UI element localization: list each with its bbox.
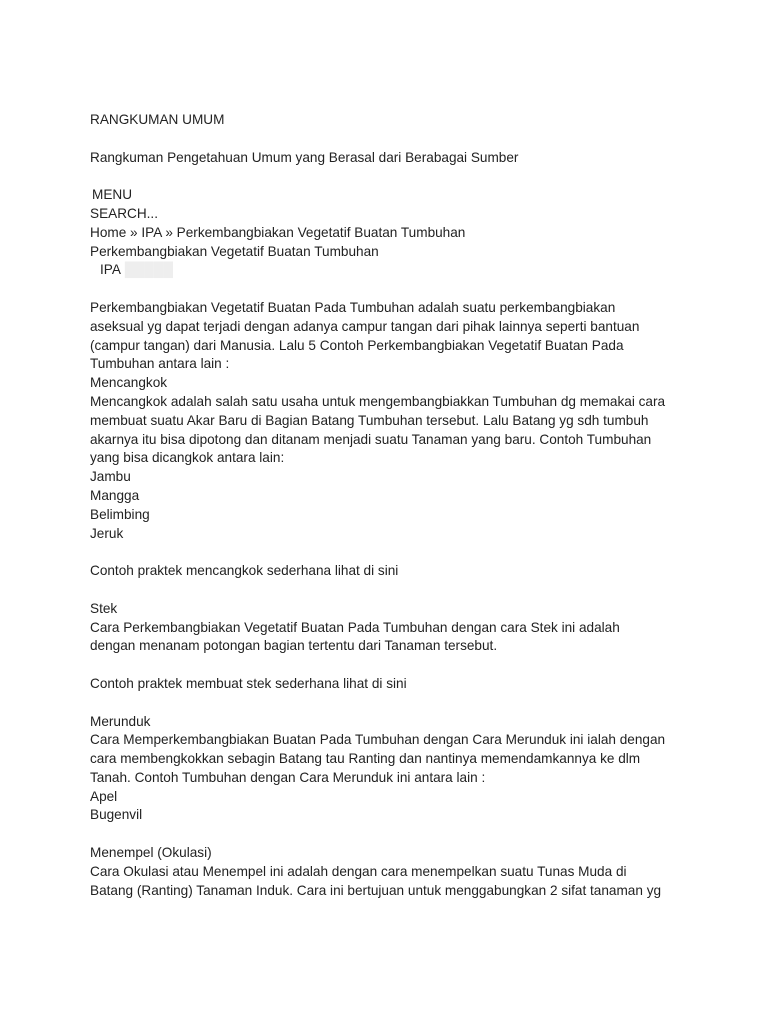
document-body bbox=[90, 111, 690, 900]
section-mencangkok bbox=[90, 374, 690, 600]
site-title[interactable]: RANGKUMAN UMUM bbox=[90, 112, 225, 127]
paragraph-line: Batang (Ranting) Tanaman Induk. Cara ini bertujuan untuk menggabungkan 2 sifat tanaman yg bbox=[90, 882, 662, 898]
paragraph-line: Tumbuhan antara lain : bbox=[90, 356, 230, 372]
menu-button[interactable]: MENU bbox=[92, 187, 133, 203]
breadcrumb-separator: » bbox=[161, 224, 177, 240]
list-item: Bugenvil bbox=[90, 807, 143, 823]
list-item: Jeruk bbox=[90, 525, 124, 541]
paragraph-line: Tanah. Contoh Tumbuhan dengan Cara Merunduk ini antara lain : bbox=[90, 769, 486, 785]
section-menempel bbox=[90, 844, 690, 900]
stek-practice-link[interactable]: Contoh praktek membuat stek sederhana lihat di sini bbox=[90, 675, 407, 691]
section-stek bbox=[90, 600, 690, 713]
breadcrumb-category-link[interactable]: IPA bbox=[141, 224, 162, 240]
mencangkok-practice-link[interactable]: Contoh praktek mencangkok sederhana lihat di sini bbox=[90, 563, 399, 579]
search-link[interactable]: SEARCH... bbox=[90, 205, 158, 221]
paragraph-line: Cara Okulasi atau Menempel ini adalah dengan cara menempelkan suatu Tunas Muda di bbox=[90, 863, 627, 879]
paragraph-line: cara membengkokkan sebagin Batang tau Ranting dan nantinya memendamkannya ke dlm bbox=[90, 751, 641, 767]
section-heading: Stek bbox=[90, 600, 118, 616]
list-item: Apel bbox=[90, 788, 118, 804]
list-item: Belimbing bbox=[90, 506, 150, 522]
paragraph-line: Cara Perkembangbiakan Vegetatif Buatan Pada Tumbuhan dengan cara Stek ini adalah bbox=[90, 619, 620, 635]
paragraph-line: aseksual yg dapat terjadi dengan adanya campur tangan dari pihak lainnya seperti bantuan bbox=[90, 318, 640, 334]
section-heading: Mencangkok bbox=[90, 375, 168, 391]
section-heading: Merunduk bbox=[90, 713, 151, 729]
paragraph-line: Mencangkok adalah salah satu usaha untuk mengembangbiakkan Tumbuhan dg memakai cara bbox=[90, 393, 666, 409]
article-title: Perkembangbiakan Vegetatif Buatan Tumbuhan bbox=[90, 243, 379, 259]
paragraph-line: Cara Memperkembangbiakan Buatan Pada Tumbuhan dengan Cara Merunduk ini ialah dengan bbox=[90, 732, 666, 748]
site-tagline: Rangkuman Pengetahuan Umum yang Berasal dari Berabagai Sumber bbox=[90, 149, 519, 165]
paragraph-line: Perkembangbiakan Vegetatif Buatan Pada Tumbuhan adalah suatu perkembangbiakan bbox=[90, 299, 616, 315]
paragraph-line: akarnya itu bisa dipotong dan ditanam menjadi suatu Tanaman yang baru. Contoh Tumbuhan bbox=[90, 431, 652, 447]
list-item: Jambu bbox=[90, 469, 131, 485]
paragraph-line: yang bisa dicangkok antara lain: bbox=[90, 450, 285, 466]
category-tag-label[interactable]: IPA bbox=[100, 262, 121, 278]
breadcrumb-home-link[interactable]: Home bbox=[90, 224, 127, 240]
list-item: Mangga bbox=[90, 487, 140, 503]
breadcrumb-current: Perkembangbiakan Vegetatif Buatan Tumbuhan bbox=[176, 224, 466, 240]
section-heading: Menempel (Okulasi) bbox=[90, 845, 212, 861]
article-intro bbox=[90, 299, 690, 374]
breadcrumb-separator: » bbox=[126, 224, 142, 240]
breadcrumb bbox=[90, 224, 690, 243]
paragraph-line: (campur tangan) dari Manusia. Lalu 5 Contoh Perkembangbiakan Vegetatif Buatan Pada bbox=[90, 337, 624, 353]
paragraph-line: membuat suatu Akar Baru di Bagian Batang Tumbuhan tersebut. Lalu Batang yg sdh tumbuh bbox=[90, 412, 649, 428]
faded-text: █████ bbox=[124, 262, 174, 278]
section-merunduk bbox=[90, 713, 690, 845]
article-category-tag[interactable] bbox=[90, 261, 690, 280]
paragraph-line: dengan menanam potongan bagian tertentu dari Tanaman tersebut. bbox=[90, 638, 498, 654]
